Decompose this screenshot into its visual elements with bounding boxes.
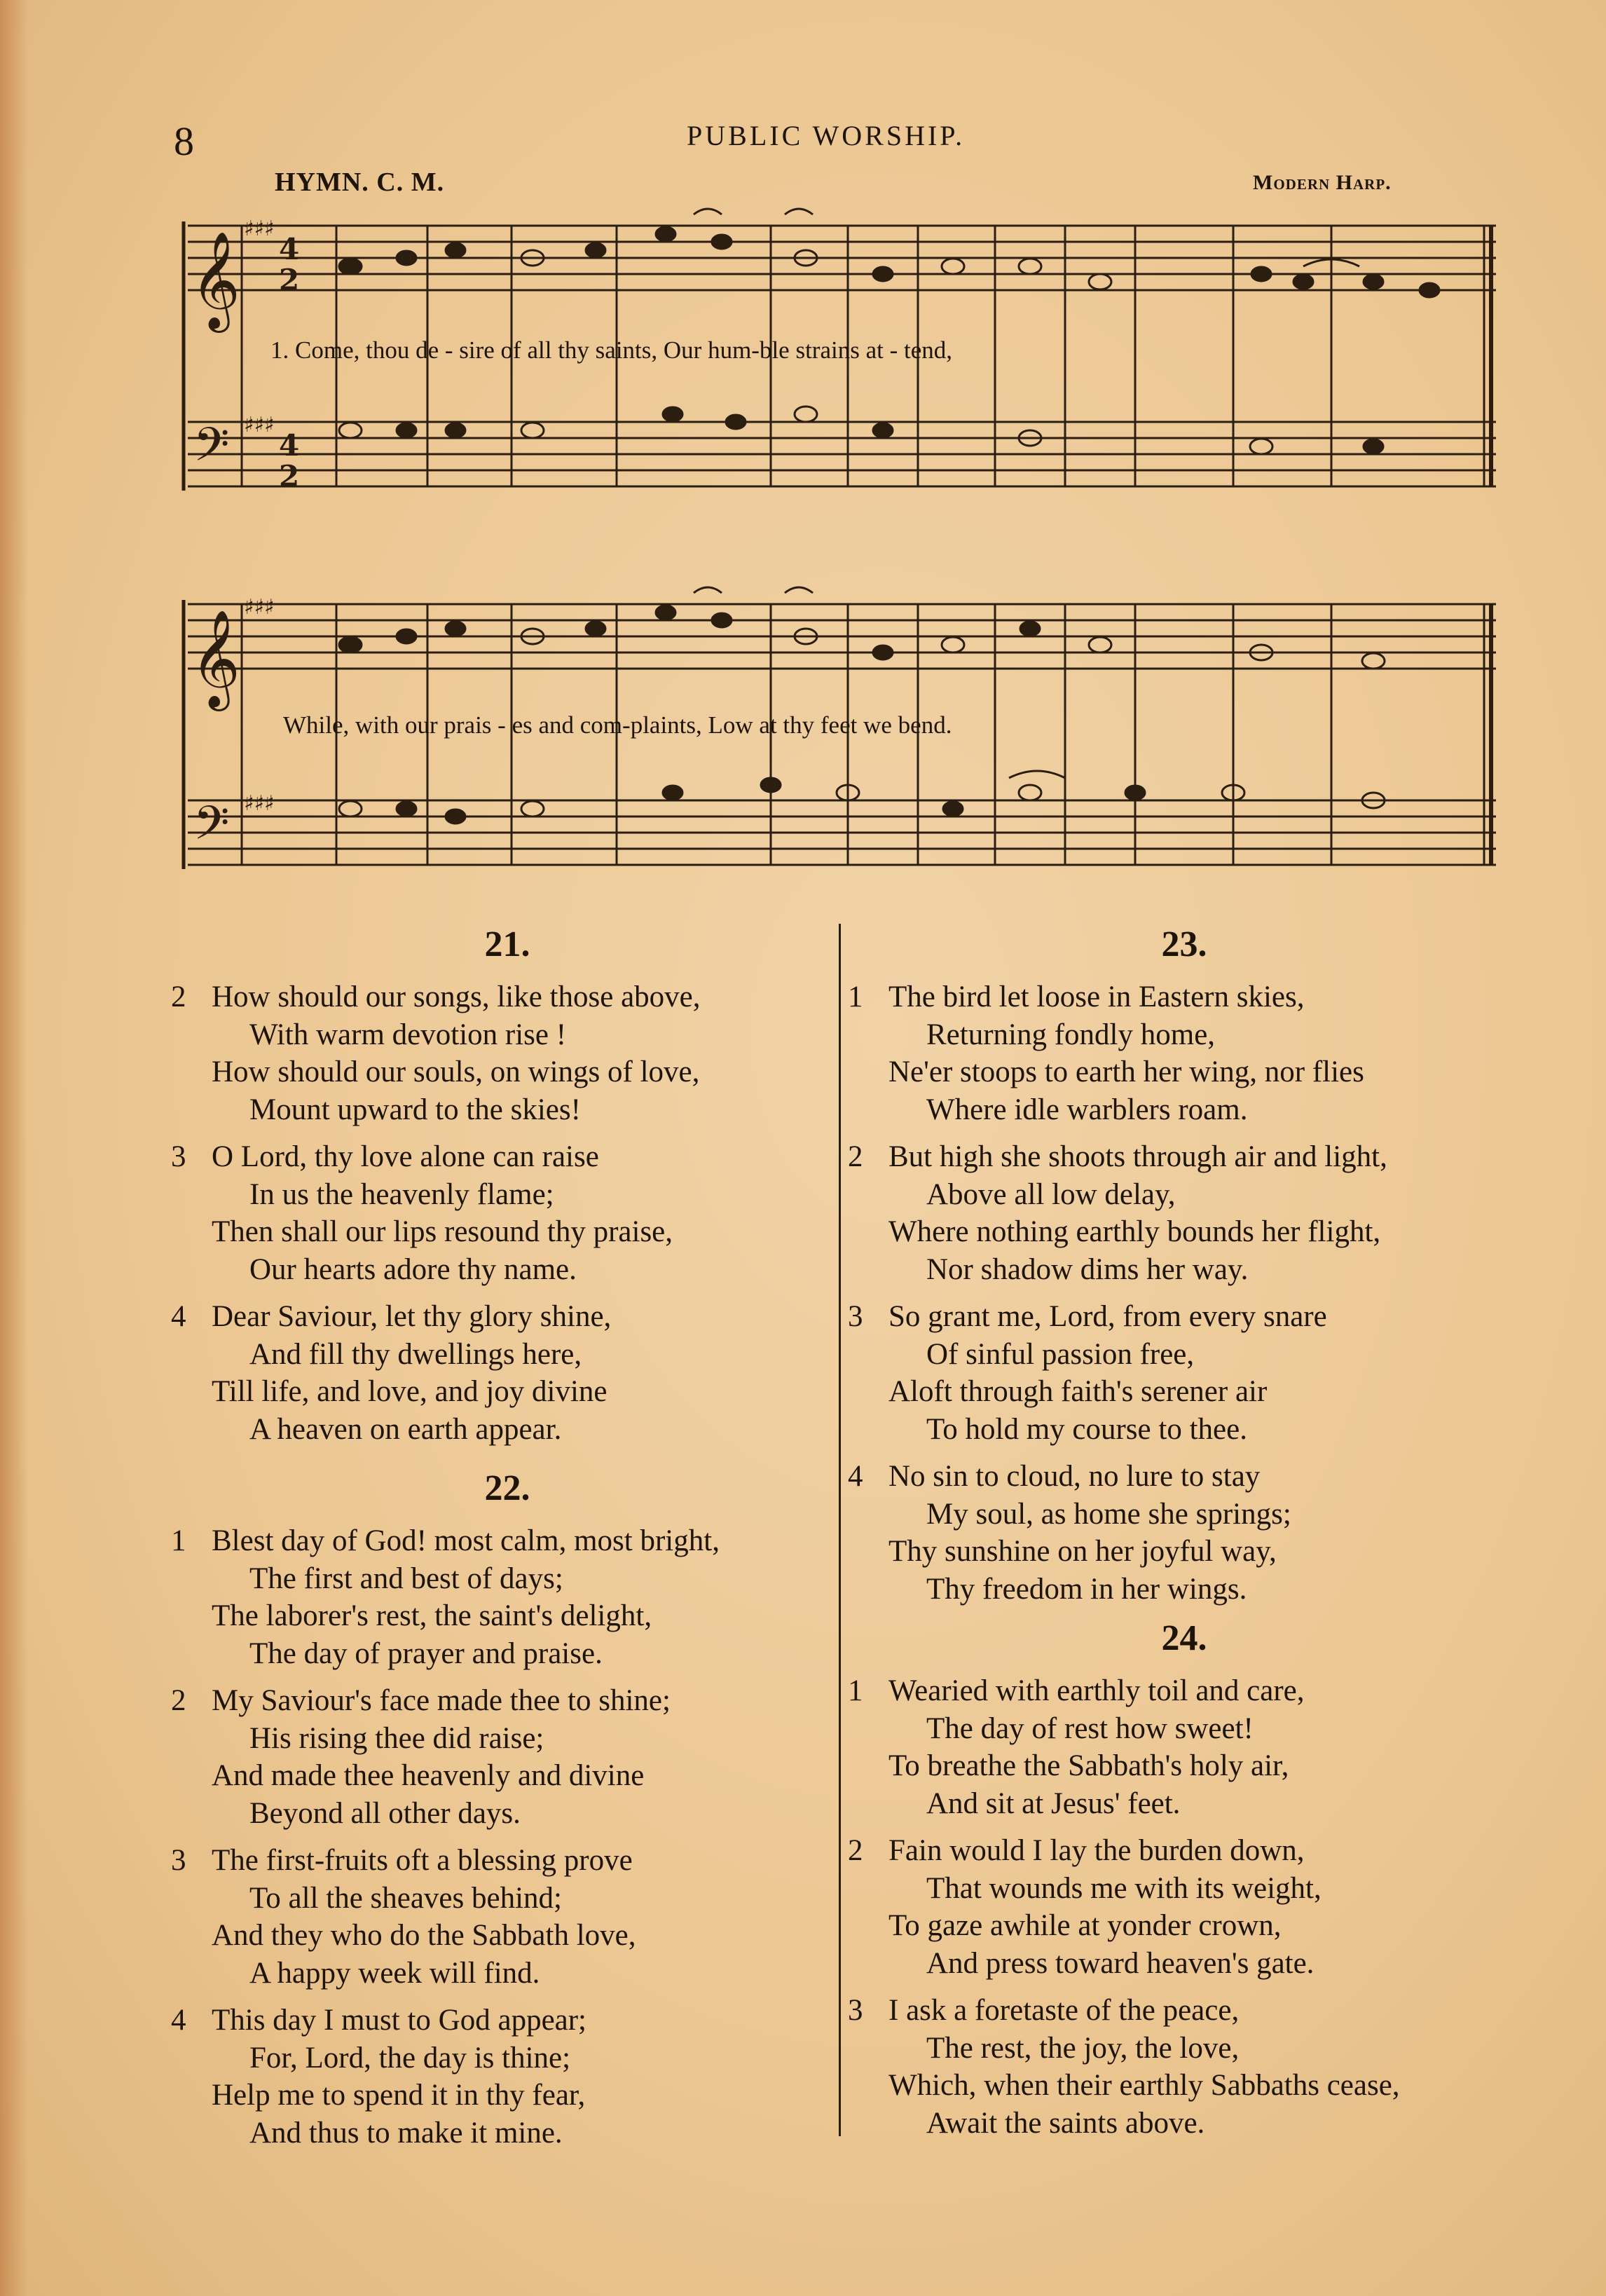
verse-line: Fain would I lay the burden down, <box>888 1834 1305 1867</box>
verse-line: Thy sunshine on her joyful way, <box>888 1535 1277 1568</box>
verse-line: The day of rest how sweet! <box>926 1711 1254 1745</box>
verse-line: Our hearts adore thy name. <box>249 1252 577 1286</box>
verse-line: Blest day of God! most calm, most bright, <box>212 1524 720 1557</box>
treble-clef-icon: 𝄞 <box>191 231 240 329</box>
svg-text:4: 4 <box>279 232 300 266</box>
verse <box>848 1458 1521 1608</box>
verse-line: Where nothing earthly bounds her flight, <box>888 1215 1381 1248</box>
verse-number: 4 <box>171 1300 186 1333</box>
verse-number: 2 <box>171 980 186 1013</box>
verse <box>848 1298 1521 1448</box>
hymn-23 <box>848 924 1521 1608</box>
hymn-number: 23. <box>1161 924 1207 964</box>
verse-number: 2 <box>848 1834 863 1867</box>
hymn-24 <box>848 1618 1521 2142</box>
verse-line: Aloft through faith's serener air <box>888 1375 1268 1408</box>
verse-line: And press toward heaven's gate. <box>926 1946 1315 1980</box>
verse-line: Then shall our lips resound thy praise, <box>212 1215 673 1248</box>
verse-line: And made thee heavenly and divine <box>212 1759 645 1792</box>
verse-line: Where idle warblers roam. <box>926 1093 1248 1126</box>
verse-line: I ask a foretaste of the peace, <box>888 1994 1240 2027</box>
hymn-22 <box>171 1468 844 2152</box>
svg-text:♯♯♯: ♯♯♯ <box>244 413 275 437</box>
hymn-21 <box>171 924 844 1448</box>
verse <box>171 2002 844 2152</box>
verse-line: And they who do the Sabbath love, <box>212 1919 636 1952</box>
verse-number: 4 <box>171 2004 186 2037</box>
verse-line: And fill thy dwellings here, <box>249 1337 582 1371</box>
lyrics-line-1: 1. Come, thou de - sire of all thy saints, Our hum-ble strains at - tend, <box>270 336 953 364</box>
svg-text:♯♯♯: ♯♯♯ <box>244 595 275 620</box>
verse-line: To hold my course to thee. <box>926 1412 1247 1446</box>
verse-number: 1 <box>848 980 863 1013</box>
bass-clef-icon: 𝄢 <box>193 796 230 861</box>
verse-line: Which, when their earthly Sabbaths cease, <box>888 2069 1400 2102</box>
running-head: PUBLIC WORSHIP. <box>687 120 966 151</box>
lyrics-line-2: While, with our prais - es and com-plaints, Low at thy feet we bend. <box>283 711 952 739</box>
svg-text:2: 2 <box>279 263 300 297</box>
verse-line: Await the saints above. <box>926 2106 1205 2140</box>
verse-line: How should our songs, like those above, <box>212 980 701 1013</box>
verse-line: So grant me, Lord, from every snare <box>888 1300 1327 1333</box>
verse-line: Of sinful passion free, <box>926 1337 1195 1371</box>
verse-line: My Saviour's face made thee to shine; <box>212 1684 671 1717</box>
page-number: 8 <box>174 118 194 164</box>
verse-number: 1 <box>848 1674 863 1707</box>
verse-line: Dear Saviour, let thy glory shine, <box>212 1300 612 1333</box>
verse-line: No sin to cloud, no lure to stay <box>888 1460 1261 1493</box>
verse-line: My soul, as home she springs; <box>926 1497 1291 1531</box>
verse <box>171 1682 844 1832</box>
verse-line: His rising thee did raise; <box>249 1721 544 1755</box>
verse-line: The first and best of days; <box>249 1562 563 1595</box>
verse-number: 3 <box>171 1844 186 1877</box>
right-column <box>848 924 1521 2152</box>
hymn-number: 22. <box>484 1468 530 1508</box>
svg-text:2: 2 <box>279 459 300 493</box>
verse-line: Nor shadow dims her way. <box>926 1252 1249 1286</box>
verse <box>848 1138 1521 1288</box>
verse-line: And thus to make it mine. <box>249 2116 563 2150</box>
treble-clef-icon: 𝄞 <box>191 610 240 707</box>
verse-line: Above all low delay, <box>926 1177 1176 1211</box>
bass-clef-icon: 𝄢 <box>193 418 230 483</box>
verse-number: 3 <box>848 1994 863 2027</box>
verse-line: The rest, the joy, the love, <box>926 2031 1240 2065</box>
svg-text:♯♯♯: ♯♯♯ <box>244 791 275 816</box>
verse-line: A heaven on earth appear. <box>249 1412 562 1446</box>
left-column <box>171 924 844 2161</box>
verse-line: A happy week will find. <box>249 1956 540 1990</box>
verse <box>848 1672 1521 1822</box>
verse-number: 2 <box>171 1684 186 1717</box>
verse-line: Thy freedom in her wings. <box>926 1572 1247 1606</box>
verse-line: The first-fruits oft a blessing prove <box>212 1844 633 1877</box>
verse-line: O Lord, thy love alone can raise <box>212 1140 599 1173</box>
verse-line: This day I must to God appear; <box>212 2004 587 2037</box>
verse-line: Beyond all other days. <box>249 1796 521 1830</box>
svg-text:♯♯♯: ♯♯♯ <box>244 217 275 241</box>
verse-line: But high she shoots through air and light, <box>888 1140 1387 1173</box>
verse-number: 2 <box>848 1140 863 1173</box>
verse <box>171 1522 844 1672</box>
verse <box>171 1298 844 1448</box>
verse-number: 3 <box>848 1300 863 1333</box>
verse-number: 4 <box>848 1460 863 1493</box>
hymn-number: 21. <box>484 924 530 964</box>
tune-name: Modern Harp. <box>1253 171 1392 194</box>
verse-line: Mount upward to the skies! <box>249 1093 581 1126</box>
verse-line: Help me to spend it in thy fear, <box>212 2079 586 2112</box>
verse <box>171 1138 844 1288</box>
svg-text:4: 4 <box>279 428 300 463</box>
verse-line: Wearied with earthly toil and care, <box>888 1674 1305 1707</box>
verse-line: In us the heavenly flame; <box>249 1177 554 1211</box>
verse <box>171 1842 844 1992</box>
verse <box>848 1832 1521 1982</box>
verse-line: The day of prayer and praise. <box>249 1636 603 1670</box>
hymn-number: 24. <box>1161 1618 1207 1658</box>
verse-number: 3 <box>171 1140 186 1173</box>
verse-line: The laborer's rest, the saint's delight, <box>212 1599 652 1632</box>
verse-line: Returning fondly home, <box>926 1018 1216 1051</box>
page-edge-shadow <box>0 0 28 2296</box>
verse-line: For, Lord, the day is thine; <box>249 2041 571 2075</box>
verse-line: That wounds me with its weight, <box>926 1871 1322 1905</box>
verse-line: To gaze awhile at yonder crown, <box>888 1909 1282 1942</box>
verse-line: And sit at Jesus' feet. <box>926 1786 1181 1820</box>
verse <box>848 978 1521 1128</box>
verse-line: With warm devotion rise ! <box>249 1018 567 1051</box>
verse <box>171 978 844 1128</box>
verse-line: The bird let loose in Eastern skies, <box>888 980 1305 1013</box>
verse-line: To breathe the Sabbath's holy air, <box>888 1749 1289 1782</box>
verse-line: Ne'er stoops to earth her wing, nor flies <box>888 1055 1364 1088</box>
verse-line: To all the sheaves behind; <box>249 1881 562 1915</box>
verse-line: Till life, and love, and joy divine <box>212 1375 608 1408</box>
hymn-meter-label: HYMN. C. M. <box>275 168 445 197</box>
verse <box>848 1992 1521 2142</box>
verse-line: How should our souls, on wings of love, <box>212 1055 700 1088</box>
verse-number: 1 <box>171 1524 186 1557</box>
